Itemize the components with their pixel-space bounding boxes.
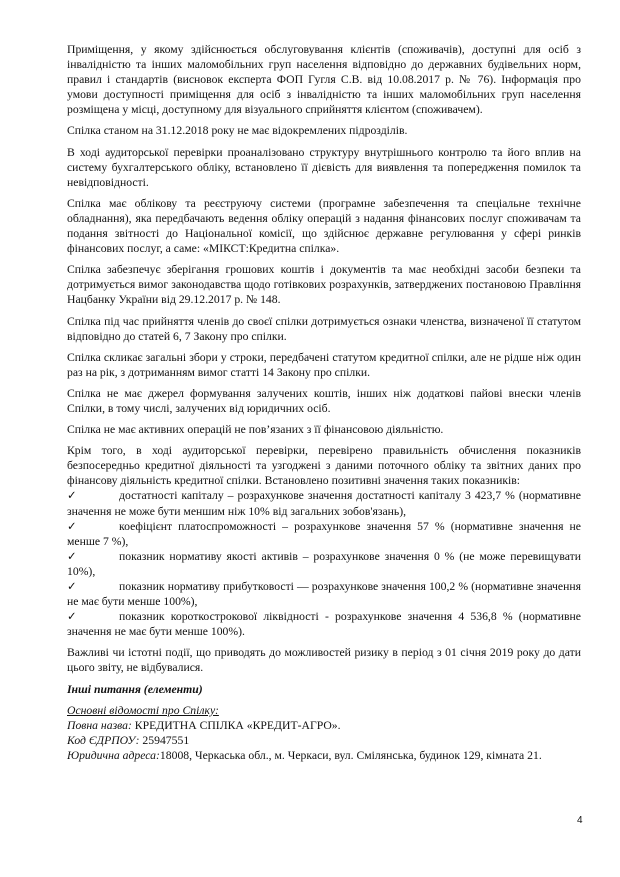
company-code-row (67, 733, 581, 748)
page-body (67, 42, 581, 763)
indicator-item (67, 609, 581, 639)
indicator-item (67, 549, 581, 579)
company-info (67, 703, 581, 763)
section-title-other: Інші питання (елементи) (67, 682, 203, 696)
paragraph-important-events: Важливі чи істотні події, що приводять до можливостей ризику в період з 01 січня 2019 року до дати цього звіту, не відбувалися. (67, 646, 581, 675)
indicator-text: показник нормативу прибутковості — розрахункове значення 100,2 % (нормативне значення не має бути менше 100%), (67, 580, 581, 609)
company-info-heading: Основні відомості про Спілку: (67, 703, 219, 717)
paragraph-funding-sources: Спілка не має джерел формування залучених коштів, інших ніж додаткові пайові внески членів Спілки, в тому числі, залучених від юридичних осіб. (67, 386, 581, 415)
page-number: 4 (577, 815, 583, 826)
indicator-item (67, 519, 581, 549)
address-value: 18008, Черкаська обл., м. Черкаси, вул. Смілянська, будинок 129, кімната 21. (159, 748, 542, 762)
checkmark-icon: ✓ (67, 610, 77, 624)
indicator-text: достатності капіталу – розрахункове значення достатності капіталу 3 423,7 % (нормативне значення не може бути меншим ніж 10% від загальних зобов'язань), (67, 489, 581, 518)
address-label: Юридична адреса: (67, 748, 160, 762)
paragraph-accounting-system: Спілка має облікову та реєструючу системи (програмне забезпечення та спеціальне технічне обладнання), яка передбачають ведення обліку операцій з надання фінансових послуг споживачам та подання звітності до Національної комісії, що здійснює державне регулювання у сфері ринків фінансових послуг, а саме: «МІКСТ:Кредитна спілка». (67, 196, 581, 256)
paragraph-membership: Спілка під час прийняття членів до своєї спілки дотримується ознаки членства, визначеної її статутом відповідно до статей 6, 7 Закону про спілки. (67, 314, 581, 343)
company-full-name-row (67, 718, 581, 733)
code-value: 25947551 (139, 733, 190, 747)
full-name-label: Повна назва: (67, 718, 132, 732)
full-name-value: КРЕДИТНА СПІЛКА «КРЕДИТ-АГРО». (131, 718, 341, 732)
indicator-text: коефіцієнт платоспроможності – розрахункове значення 57 % (нормативне значення не менше 7 %), (67, 519, 581, 548)
code-label: Код ЄДРПОУ: (67, 733, 140, 747)
checkmark-icon: ✓ (67, 519, 77, 533)
paragraph-active-operations: Спілка не має активних операцій не пов’язаних з її фінансовою діяльністю. (67, 423, 444, 437)
indicator-item (67, 488, 581, 518)
paragraph-accessibility: Приміщення, у якому здійснюється обслуговування клієнтів (споживачів), доступні для осіб з інвалідністю та інших маломобільних груп населення відповідно до державних будівельних норм, правил і стандартів (висновок експерта ФОП Гугля С.В. від 10.08.2017 р. № 76). Інформація про умови доступності приміщення для осіб з інвалідністю та інших маломобільних груп населення розміщена у місці, доступному для візуального сприйняття клієнтом (споживачем). (67, 43, 581, 117)
paragraph-general-meeting: Спілка скликає загальні збори у строки, передбачені статутом кредитної спілки, але не рідше ніж один раз на рік, з дотриманням вимог статті 14 Закону про спілки. (67, 350, 581, 379)
paragraph-branches: Спілка станом на 31.12.2018 року не має відокремлених підрозділів. (67, 124, 408, 138)
paragraph-cash-storage: Спілка забезпечує зберігання грошових коштів і документів та має необхідні засоби безпеки та дотримується вимог законодавства щодо готівкових розрахунків, затверджених постановою Правління Нацбанку України від 29.12.2017 р. № 148. (67, 263, 581, 307)
checkmark-icon: ✓ (67, 489, 77, 503)
indicator-text: показник короткострокової ліквідності - розрахункове значення 4 536,8 % (нормативне значення не має бути менше 100%). (67, 610, 581, 639)
indicators-intro: Крім того, в ході аудиторської перевірки, перевірено правильність обчислення показників безпосередньо кредитної діяльності та узгоджені з даними поточного обліку та звітних даних про фінансову діяльність кредитної спілки. Встановлено позитивні значення таких показників: (67, 444, 581, 488)
checkmark-icon: ✓ (67, 549, 77, 563)
indicators-block (67, 443, 581, 639)
checkmark-icon: ✓ (67, 580, 77, 593)
indicator-text: показник нормативу якості активів – розрахункове значення 0 % (не може перевищувати 10%), (67, 549, 581, 578)
company-address-row (67, 748, 581, 763)
paragraph-internal-control: В ході аудиторської перевірки проаналізовано структуру внутрішнього контролю та його вплив на систему бухгалтерського обліку, встановлено її дієвість для виявлення та попередження помилок та невідповідності. (67, 145, 581, 189)
indicator-item (67, 579, 581, 609)
